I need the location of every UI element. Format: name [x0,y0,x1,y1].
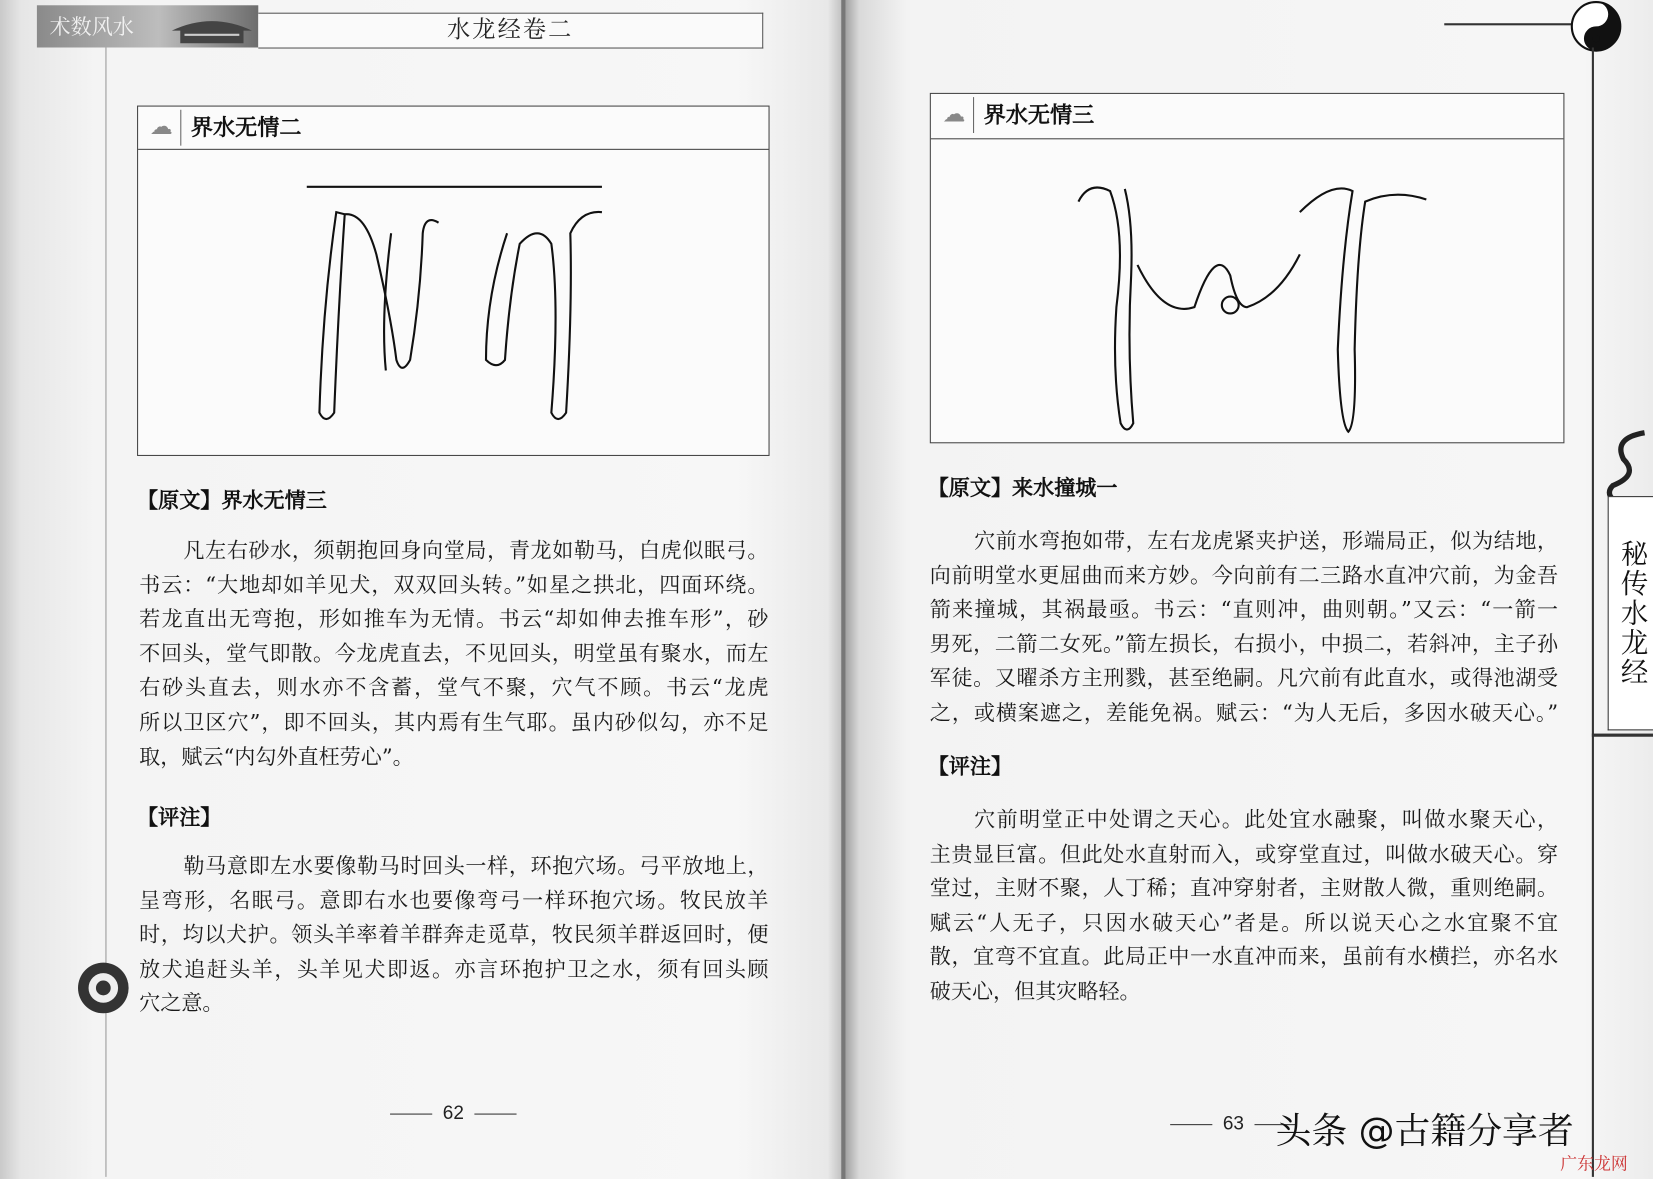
pavilion-roof-icon [170,9,254,45]
right-page [843,0,1653,1179]
page-number: 62 [380,1102,528,1124]
figure-box [930,93,1565,443]
text-line: 勒马意即左水要像勒马时回头一样，环抱穴场。弓平放地上， [183,852,769,879]
figure-title-bar [138,107,768,150]
text-line: 箭来撞城，其祸最亟。书云：“直则冲，曲则朝。”又云：“一箭一 [929,596,1559,622]
text-line: 放犬追赶头羊，头羊见犬即返。亦言环抱护卫之水，须有回头顾 [139,956,769,982]
text-line: 呈弯形，名眠弓。意即右水也要像弯弓一样环抱穴场。牧民放羊 [139,887,769,913]
water-flow-diagram [931,138,1564,442]
text-line: 之，或横案遮之，差能免祸。赋云：“为人无后，多因水破天心。” [929,699,1559,726]
text-line: 散，宜弯不宜直。此局正中一水直冲而来，虽前有水横拦，亦名水 [929,944,1559,970]
figure-title-bar [931,94,1564,139]
text-line: 不回头，堂气即散。今龙虎直去，不见回头，明堂虽有聚水，而左 [139,640,769,666]
text-line: 所以卫区穴”，即不回头，其内焉有生气耶。虽内砂似勾，亦不足 [139,709,769,735]
text-line: 穴前明堂正中处谓之天心。此处宜水融聚，叫做水聚天心， [974,806,1559,832]
text-line: 堂过，主财不聚，人丁稀；直冲穿射者，主财散人微，重则绝嗣。 [929,875,1559,901]
watermark-site: 广东龙网 [1560,1153,1628,1174]
bagua-icon [76,961,131,1016]
text-line: 时，均以犬护。领头羊率着羊群奔走觅草，牧民须羊群返回时，便 [139,921,769,947]
text-line: 赋云“人无子，只因水破天心”者是。所以说天心之水宜聚不宜 [929,909,1559,935]
page-number: 63 [1160,1112,1308,1134]
original-text [139,533,768,774]
book-spine [841,0,845,1179]
figure-title: 界水无情二 [190,115,302,141]
cloud-ornament-icon: ☁ [142,110,181,146]
comment-text [139,849,768,1021]
side-title: 秘传水龙经 [1608,496,1653,730]
cloud-ornament-icon: ☁ [935,97,974,133]
water-flow-diagram [138,149,768,455]
text-line: 凡左右砂水，须朝抱回身向堂局，青龙如勒马，白虎似眠弓。 [183,537,769,563]
running-header: 水龙经卷二 [258,13,763,49]
side-rule [1592,734,1653,737]
text-line: 破天心，但其灾略轻。 [929,978,1141,1004]
text-line: 穴之意。 [139,990,224,1016]
text-line: 取，赋云“内勾外直枉劳心”。 [139,743,414,769]
section-heading: 【原文】来水撞城一 [927,474,1118,501]
margin-rule [1592,47,1594,1176]
comment-text [930,802,1558,1008]
comment-heading: 【评注】 [137,804,222,830]
section-heading: 【原文】界水无情三 [137,487,327,513]
text-line: 男死，二箭二女死。”箭左损长，右损小，中损二，若斜冲，主子孙 [929,630,1559,657]
watermark-text: 头条 @古籍分享者 [1275,1110,1574,1153]
header-rule [1444,23,1581,25]
figure-title: 界水无情三 [983,102,1095,128]
figure-box [137,106,770,456]
text-line: 书云：“大地却如羊见犬，双双回头转。”如星之拱北，四面环绕。 [139,571,769,597]
text-line: 右砂头直去，则水亦不含蓄，堂气不聚，穴气不顾。书云“龙虎 [139,674,769,701]
text-line: 向前明堂水更屈曲而来方妙。今向前有二三路水直冲穴前，为金吾 [929,562,1559,588]
text-line: 穴前水弯抱如带，左右龙虎紧夹护送，形端局正，似为结地， [974,527,1559,554]
original-text [930,524,1558,730]
text-line: 军徒。又曜杀方主刑戮，甚至绝嗣。凡穴前有此直水，或得池湖受 [929,665,1559,691]
comment-heading: 【评注】 [927,753,1013,779]
text-line: 若龙直出无弯抱，形如推车为无情。书云“却如伸去推车形”，砂 [139,606,769,632]
series-logo [37,5,258,47]
yin-yang-icon [1565,0,1626,55]
text-line: 主贵显巨富。但此处水直射而入，或穿堂直过，叫做水破天心。穿 [929,840,1559,867]
logo-text: 术数风水 [49,13,134,40]
